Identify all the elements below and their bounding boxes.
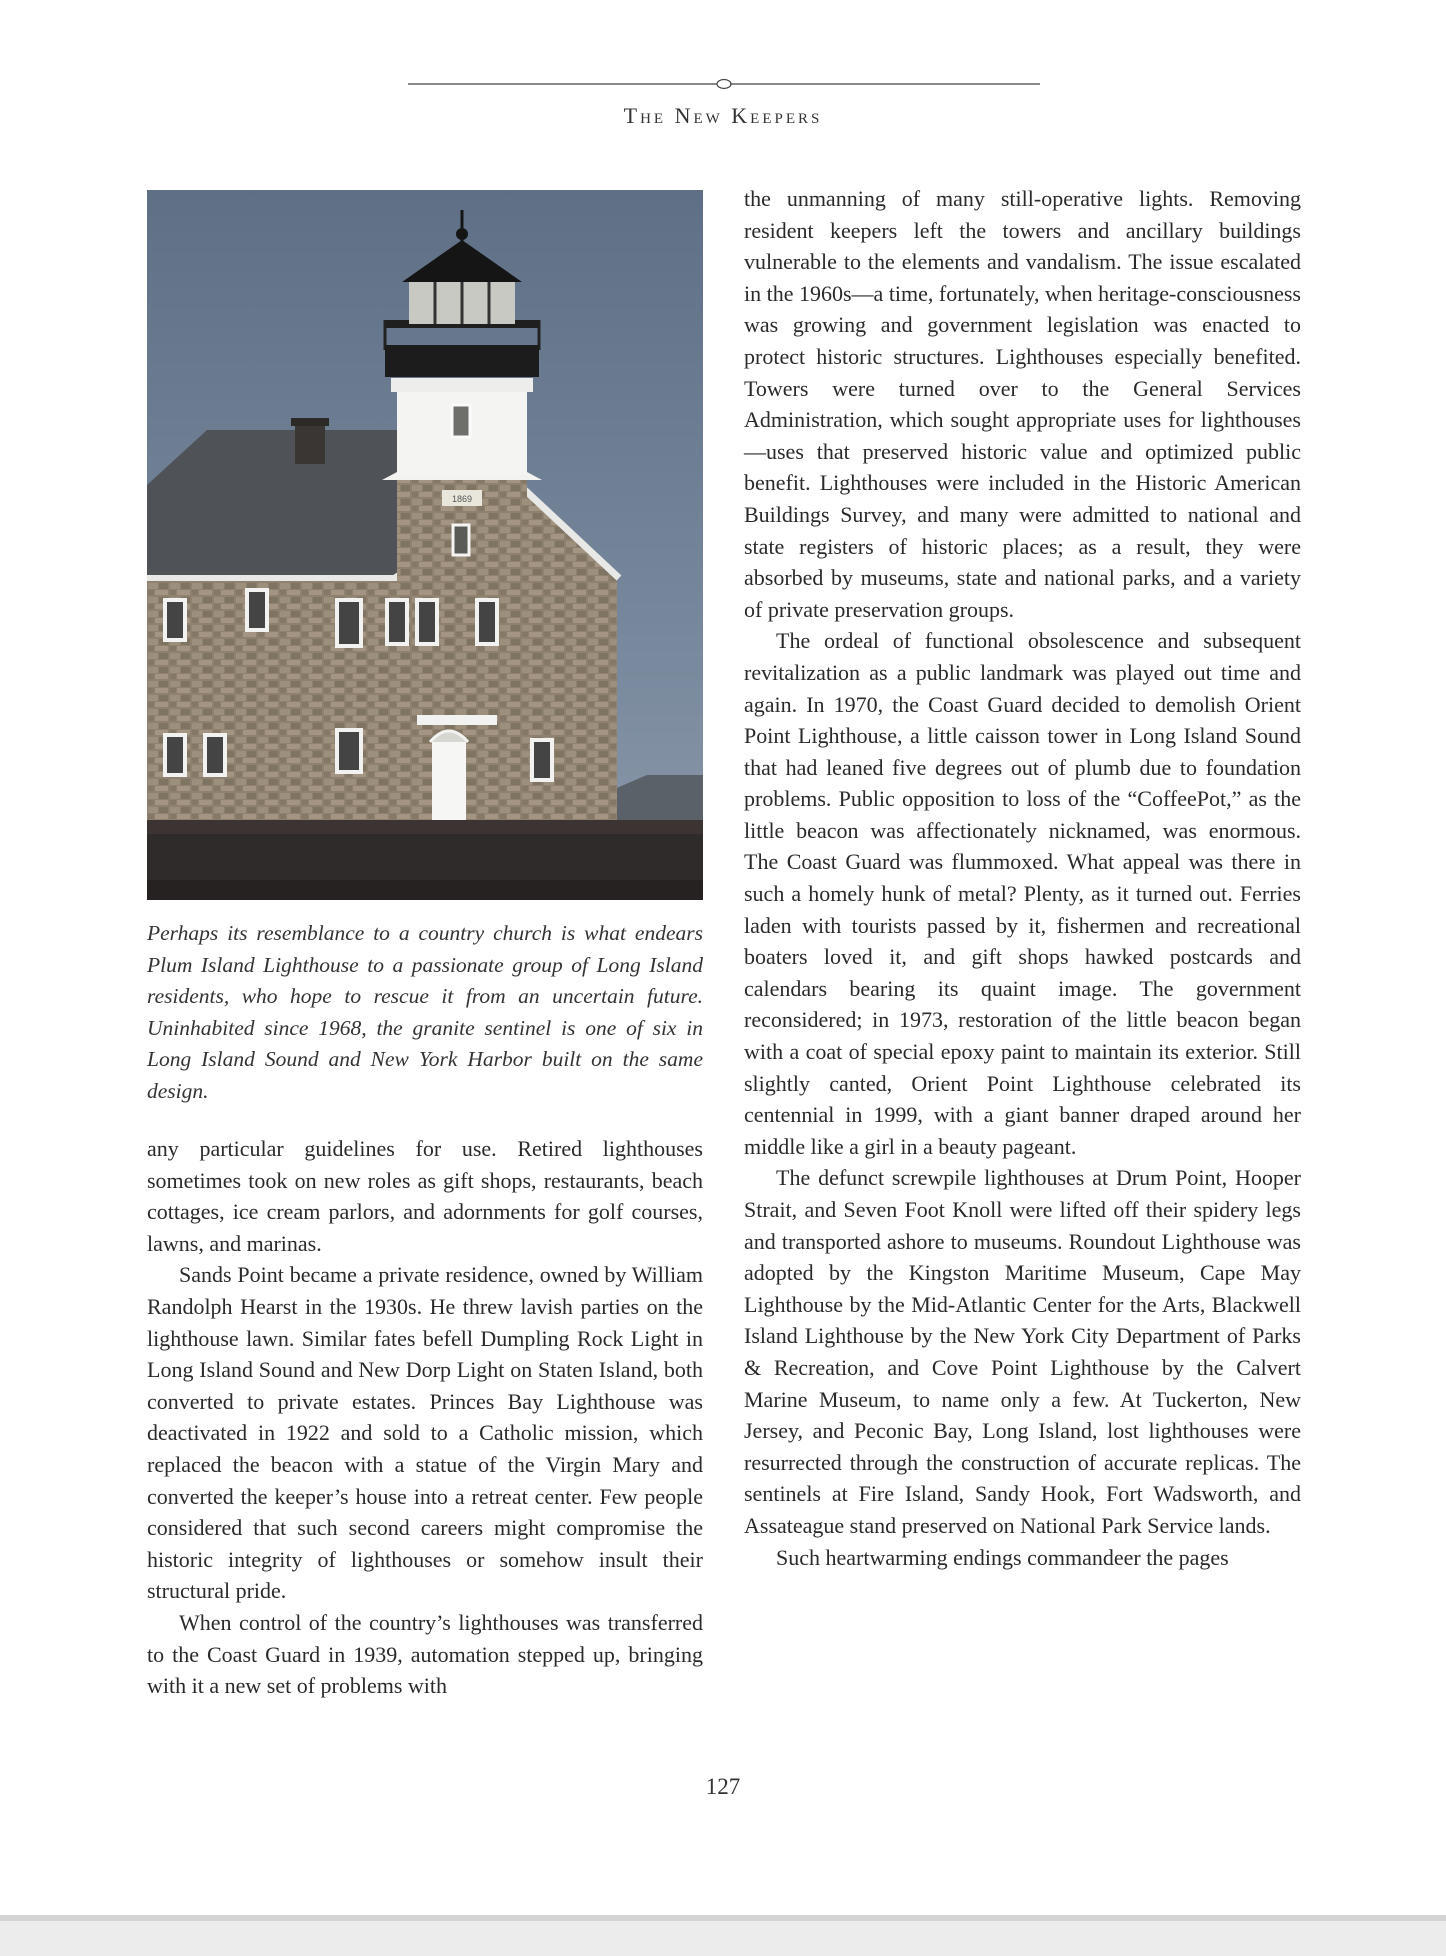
left-paragraph-1: any particular guidelines for use. Retired lighthouses sometimes took on new roles as gift shops, restaurants, beach cottages, ice cream parlors, and adornments for golf courses, lawns, and marinas. — [147, 1136, 703, 1256]
left-paragraph-3: When control of the country’s lighthouses was transferred to the Coast Guard in 1939, automation stepped up, bringing with it a new set of problems with — [147, 1609, 703, 1699]
header-ornament-rule — [408, 77, 1040, 91]
right-paragraph-3: The defunct screwpile lighthouses at Drum Point, Hooper Strait, and Seven Foot Knoll were lifted off their spidery legs and transported ashore to museums. Roundout Lighthouse was adopted by the Kingston Maritime Museum, Cape May Lighthouse by the Mid-Atlantic Center for the Arts, Blackwell Island Lighthouse by the New York City Department of Parks & Recreation, and Cove Point Lighthouse by the Calvert Marine Museum, to name only a few. At Tuckerton, New Jersey, and Peconic Bay, Long Island, lost lighthouses were resurrected through the construction of accurate replicas. The sentinels at Fire Island, Sandy Hook, Fort Wadsworth, and Assateague stand preserved on National Park Service lands. — [744, 1165, 1301, 1538]
date-stone-text: 1869 — [451, 494, 473, 504]
left-paragraph-2: Sands Point became a private residence, owned by William Randolph Hearst in the 1930s. He threw lavish parties on the lighthouse lawn. Similar fates befell Dumpling Rock Light in Long Island Sound and New Dorp Light on Staten Island, both converted to private estates. Princes Bay Lighthouse was deactivated in 1922 and sold to a Catholic mission, which replaced the beacon with a statue of the Virgin Mary and converted the keeper’s house into a retreat center. Few people considered that such second careers might compromise the historic integrity of lighthouses or somehow insult their structural pride. — [147, 1262, 703, 1604]
page-number: 127 — [705, 1774, 741, 1799]
running-head: The New Keepers — [623, 103, 823, 128]
lighthouse-photo — [147, 190, 703, 900]
photo-caption: Perhaps its resemblance to a country church is what endears Plum Island Lighthouse to a passionate group of Long Island residents, who hope to rescue it from an uncertain future. Uninhabited since 1968, the granite sentinel is one of six in Long Island Sound and New York Harbor built on the same design. — [147, 921, 703, 1103]
left-text-column — [147, 1133, 703, 1702]
right-paragraph-2: The ordeal of functional obsolescence and subsequent revitalization as a public landmark was played out time and again. In 1970, the Coast Guard decided to demolish Orient Point Lighthouse, a little caisson tower in Long Island Sound that had leaned five degrees out of plumb due to foundation problems. Public opposition to loss of the “CoffeePot,” as the little beacon was affectionately nicknamed, was enormous. The Coast Guard was flummoxed. What appeal was there in such a homely hunk of metal? Plenty, as it turned out. Ferries laden with tourists passed by it, fishermen and recreational boaters loved it, and gift shops hawked postcards and calendars bearing its quaint image. The government reconsidered; in 1973, restoration of the little beacon began with a coat of special epoxy paint to maintain its exterior. Still slightly canted, Orient Point Lighthouse celebrated its centennial in 1999, with a giant banner draped around her middle like a girl in a beauty pageant. — [744, 628, 1301, 1159]
right-text-column — [744, 183, 1301, 1573]
right-paragraph-1: the unmanning of many still-operative lights. Removing resident keepers left the towers and ancillary buildings vulnerable to the elements and vandalism. The issue escalated in the 1960s—a time, fortunately, when heritage-consciousness was growing and government legislation was enacted to protect historic structures. Lighthouses especially benefited. Towers were turned over to the General Services Administration, which sought appropriate uses for lighthouses—uses that preserved historic value and optimized public benefit. Lighthouses were included in the Historic American Buildings Survey, and many were admitted to national and state registers of historic places; as a result, they were absorbed by museums, state and national parks, and a variety of private preservation groups. — [744, 186, 1301, 622]
viewer-bottom-bar — [0, 1915, 1446, 1956]
right-paragraph-4: Such heartwarming endings commandeer the pages — [776, 1544, 1229, 1570]
